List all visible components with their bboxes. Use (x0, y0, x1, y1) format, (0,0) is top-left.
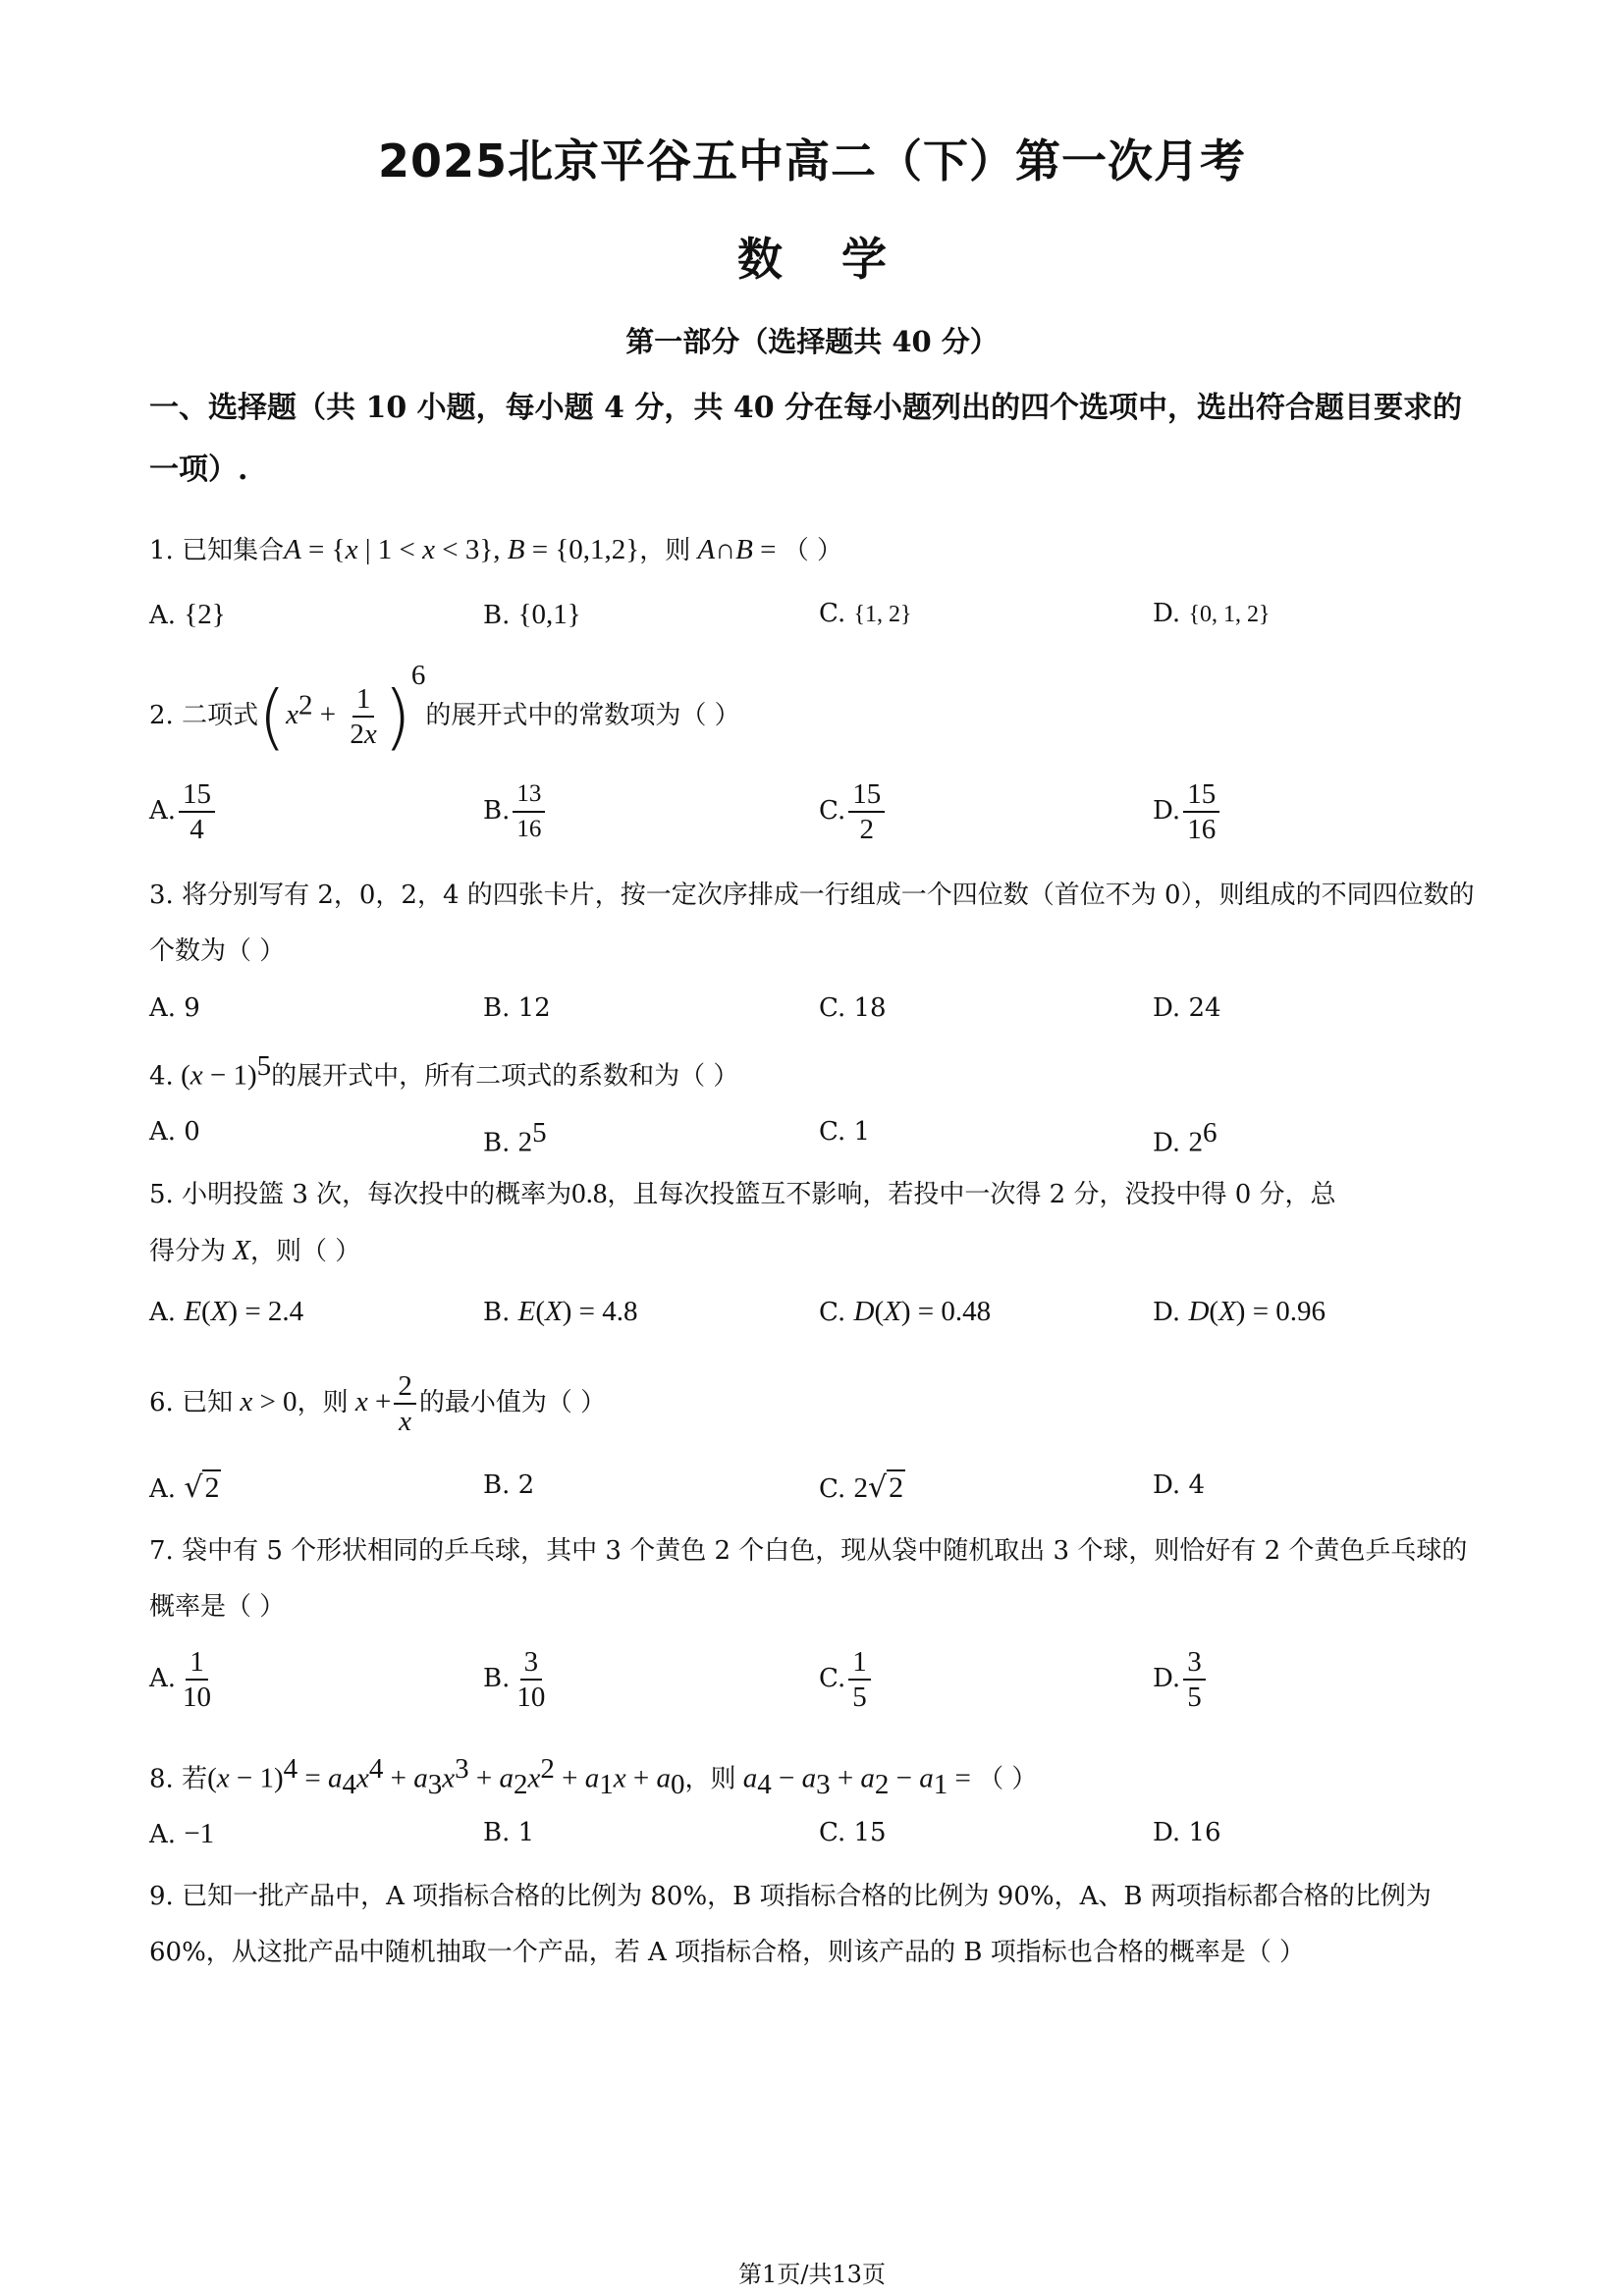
q7-option-d[interactable]: D. $\frac{3}{5}$ (1153, 1645, 1209, 1714)
q1-option-a[interactable]: A. {2} (149, 599, 226, 630)
q2-option-c[interactable]: C. $\frac{15}{2}$ (819, 777, 888, 846)
q6-option-c[interactable]: C. 2√2 (819, 1470, 904, 1505)
q5-option-c[interactable]: C. D(X) = 0.48 (819, 1296, 992, 1327)
q7-option-b[interactable]: B. $\frac{3}{10}$ (483, 1646, 546, 1713)
question-5-line1: 5. 小明投篮 3 次，每次投中的概率为0.8，且每次投篮互不影响，若投中一次得 2 分，没投中得 0 分，总 (149, 1178, 1336, 1209)
q4-option-d[interactable]: D. $2^6$ (1153, 1117, 1218, 1158)
exam-subject: 数学 (737, 233, 946, 286)
q5-option-a[interactable]: A. E(X) = 2.4 (149, 1296, 304, 1327)
question-8: 8. 若$(x - 1)^4 = a_4x^4 + a_3x^3 + a_2x^2 + a_1x + a_0$，则 $a_4 - a_3 + a_2 - a_1$ = （ ） (149, 1753, 1038, 1800)
q1-option-b[interactable]: B. {0,1} (483, 599, 581, 630)
q3-option-b[interactable]: B. 12 (483, 993, 551, 1023)
q8-option-c[interactable]: C. 15 (819, 1818, 887, 1847)
part-heading: 第一部分（选择题共 40 分） (625, 325, 999, 358)
q3-option-c[interactable]: C. 18 (819, 993, 887, 1023)
section-heading: 一、选择题（共 10 小题，每小题 4 分，共 40 分在每小题列出的四个选项中，选出符合题目要求的一项）. (149, 391, 1463, 487)
q2-option-a[interactable]: A. $\frac{15}{4}$ (149, 777, 218, 846)
q8-option-d[interactable]: D. 16 (1153, 1818, 1221, 1847)
question-7: 7. 袋中有 5 个形状相同的乒乓球，其中 3 个黄色 2 个白色，现从袋中随机取出 3 个球，则恰好有 2 个黄色乒乓球的概率是（ ） (149, 1536, 1468, 1622)
question-2: 2. 二项式($x^2$ + $\frac{1}{2x}$ )$^6$的展开式中的常数项为（ ） (149, 660, 740, 758)
q2-option-d[interactable]: D. $\frac{15}{16}$ (1153, 777, 1222, 846)
q3-option-a[interactable]: A. 9 (149, 993, 200, 1023)
q8-option-a[interactable]: A. −1 (149, 1818, 215, 1849)
q5-option-d[interactable]: D. D(X) = 0.96 (1153, 1296, 1326, 1327)
q1-math-sets: A (284, 534, 301, 565)
q1-option-d[interactable]: D. {0, 1, 2} (1153, 599, 1271, 628)
question-4: 4. $(x - 1)^5$的展开式中，所有二项式的系数和为（ ） (149, 1050, 739, 1092)
q5-option-b[interactable]: B. E(X) = 4.8 (483, 1296, 638, 1327)
q6-option-d[interactable]: D. 4 (1153, 1470, 1205, 1500)
q6-option-b[interactable]: B. 2 (483, 1470, 535, 1500)
q2-fraction: $\frac{1}{2x}$ (350, 683, 377, 750)
q8-option-b[interactable]: B. 1 (483, 1818, 535, 1847)
question-5-line2: 得分为 X，则（ ） (149, 1235, 361, 1266)
q2-option-b[interactable]: B. $\frac{13}{16}$ (483, 777, 548, 846)
q4-option-a[interactable]: A. 0 (149, 1117, 200, 1147)
exam-title: 2025北京平谷五中高二（下）第一次月考 (377, 134, 1247, 187)
q7-option-a[interactable]: A. $\frac{1}{10}$ (149, 1646, 212, 1713)
q1-option-c[interactable]: C. {1, 2} (819, 599, 912, 628)
q1-tail: （ ） (783, 536, 842, 565)
q3-option-d[interactable]: D. 24 (1153, 993, 1221, 1023)
q1-sep: ，则 (639, 536, 691, 565)
q6-option-a[interactable]: A. √2 (149, 1470, 220, 1505)
q1-prefix: 1. 已知集合 (149, 536, 285, 565)
question-3: 3. 将分别写有 2，0，2，4 的四张卡片，按一定次序排成一行组成一个四位数（首位不为 0），则组成的不同四位数的个数为（ ） (149, 881, 1475, 966)
question-1: 1. 已知集合A = {x | 1 < x < 3}, B = {0,1,2}，则 A∩B = （ ） (149, 534, 842, 565)
page-number: 第1页/共13页 (738, 2261, 886, 2288)
question-9: 9. 已知一批产品中，A 项指标合格的比例为 80%，B 项指标合格的比例为 90%，A、B 两项指标都合格的比例为 60%，从这批产品中随机抽取一个产品，若 A 项指标合格，则该产品的 B 项指标也合格的概率是（ ） (149, 1882, 1432, 1967)
q4-option-b[interactable]: B. $2^5$ (483, 1117, 547, 1158)
question-6: 6. 已知 x > 0，则 x + $\frac{2}{x}$ 的最小值为（ ） (149, 1370, 607, 1437)
q7-option-c[interactable]: C. $\frac{1}{5}$ (819, 1645, 874, 1714)
q4-option-c[interactable]: C. 1 (819, 1117, 871, 1147)
